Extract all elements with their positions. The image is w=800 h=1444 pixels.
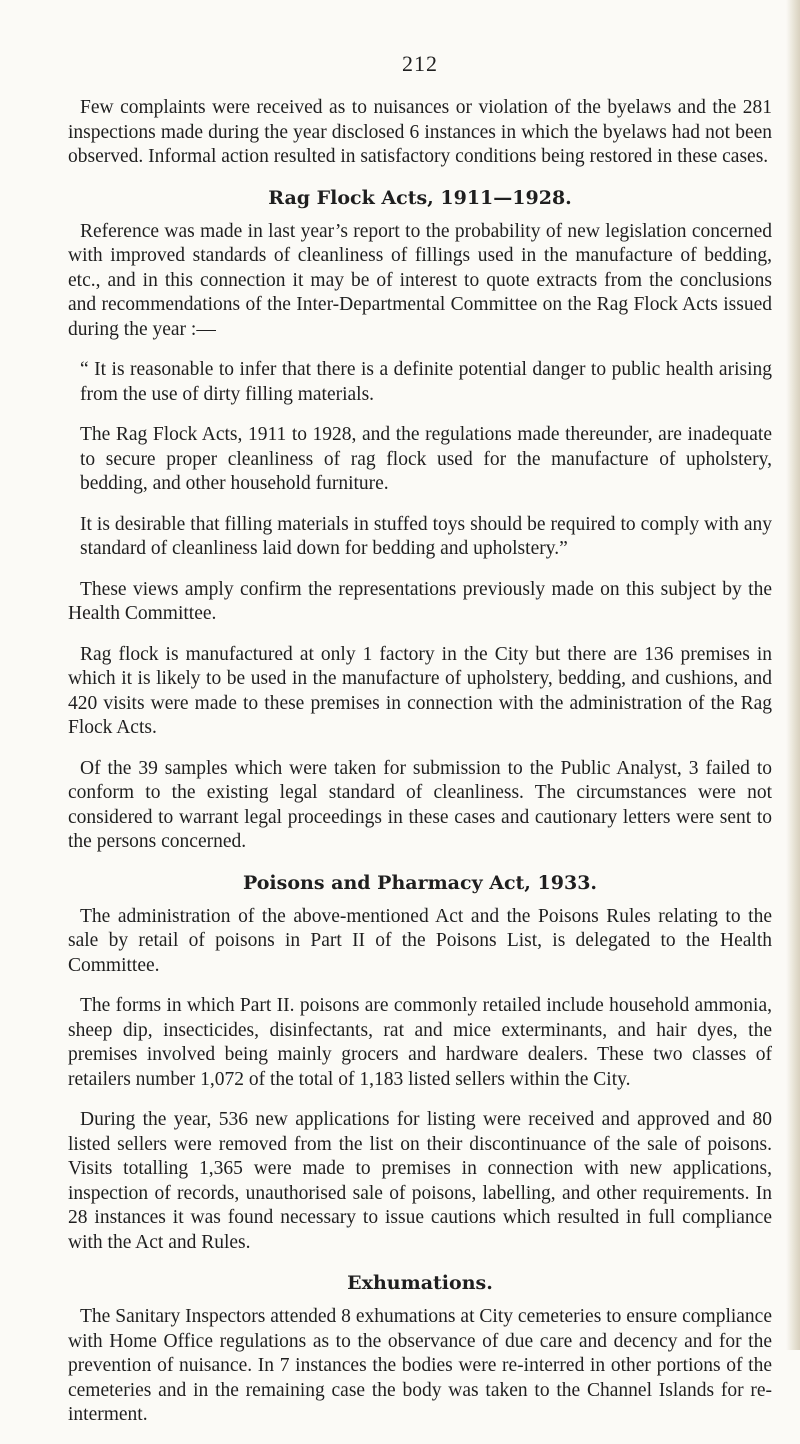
section-poisons-pharmacy-act (68, 871, 772, 1256)
paragraph: The forms in which Part II. poisons are commonly retailed include household ammonia, sheep dip, insecticides, disinfectants, rat and mice exterminants, and hair dyes, the premises involved being mainly grocers and hardware dealers. These two classes of retailers number 1,072 of the total of 1,183 listed sellers within the City. (68, 995, 772, 1090)
paragraph: During the year, 536 new applications for listing were received and approved and 80 listed sellers were removed from the list on their discontinuance of the sale of poisons. Visits totalling 1,365 were made to premises in connection with new applications, inspection of records, unauthorised sale of poisons, labelling, and other requirements. In 28 instances it was found necessary to issue cautions which resulted in full compliance with the Act and Rules. (68, 1109, 772, 1253)
section-exhumations (68, 1271, 772, 1428)
section-heading: Rag Flock Acts, 1911—1928. (268, 186, 572, 209)
page-edge-shadow (786, 0, 800, 1350)
paragraph: Few complaints were received as to nuisances or violation of the byelaws and the 281 inspections made during the year disclosed 6 instances in which the byelaws had not been observed. Informal action resulted in satisfactory conditions being restored in these cases. (68, 97, 772, 167)
section-byelaws (68, 96, 772, 170)
section-heading: Exhumations. (347, 1272, 493, 1294)
page-number: 212 (402, 51, 438, 76)
paragraph: Rag flock is manufactured at only 1 factory in the City but there are 136 premises in which it is likely to be used in the manufacture of upholstery, bedding, and cushions, and 420 visits were made to these premises in connection with the administration of the Rag Flock Acts. (68, 643, 772, 738)
paragraph: Reference was made in last year’s report to the probability of new legislation concerned with improved standards of cleanliness of fillings used in the manufacture of bedding, etc., and in this connection it may be of interest to quote extracts from the conclusions and recommendations of the Inter-Departmental Committee on the Rag Flock Acts issued during the year :— (68, 220, 772, 340)
section-rag-flock-acts (68, 186, 772, 855)
quoted-paragraph: “ It is reasonable to infer that there is a definite potential danger to public health arising from the use of dirty filling materials. (80, 359, 772, 405)
paragraph: The Sanitary Inspectors attended 8 exhumations at City cemeteries to ensure compliance with Home Office regulations as to the observance of due care and decency and for the prevention of nuisance. In 7 instances the bodies were re-interred in other portions of the cemeteries and in the remaining case the body was taken to the Channel Islands for re-interment. (68, 1306, 772, 1425)
paragraph: These views amply confirm the representations previously made on this subject by the Health Committee. (68, 578, 772, 624)
paragraph: The administration of the above-mentioned Act and the Poisons Rules relating to the sale by retail of poisons in Part II of the Poisons List, is delegated to the Health Committee. (68, 905, 772, 976)
quoted-paragraph: The Rag Flock Acts, 1911 to 1928, and the regulations made thereunder, are inadequate to secure proper cleanliness of rag flock used for the manufacture of upholstery, bedding, and other household furniture. (80, 424, 772, 494)
quoted-paragraph: It is desirable that filling materials in stuffed toys should be required to comply with any standard of cleanliness laid down for bedding and upholstery.” (80, 513, 772, 559)
document-page (68, 52, 772, 1444)
section-heading: Poisons and Pharmacy Act, 1933. (242, 871, 598, 894)
paragraph: Of the 39 samples which were taken for submission to the Public Analyst, 3 failed to conform to the existing legal standard of cleanliness. The circumstances were not considered to warrant legal proceedings in these cases and cautionary letters were sent to the persons concerned. (68, 757, 772, 852)
